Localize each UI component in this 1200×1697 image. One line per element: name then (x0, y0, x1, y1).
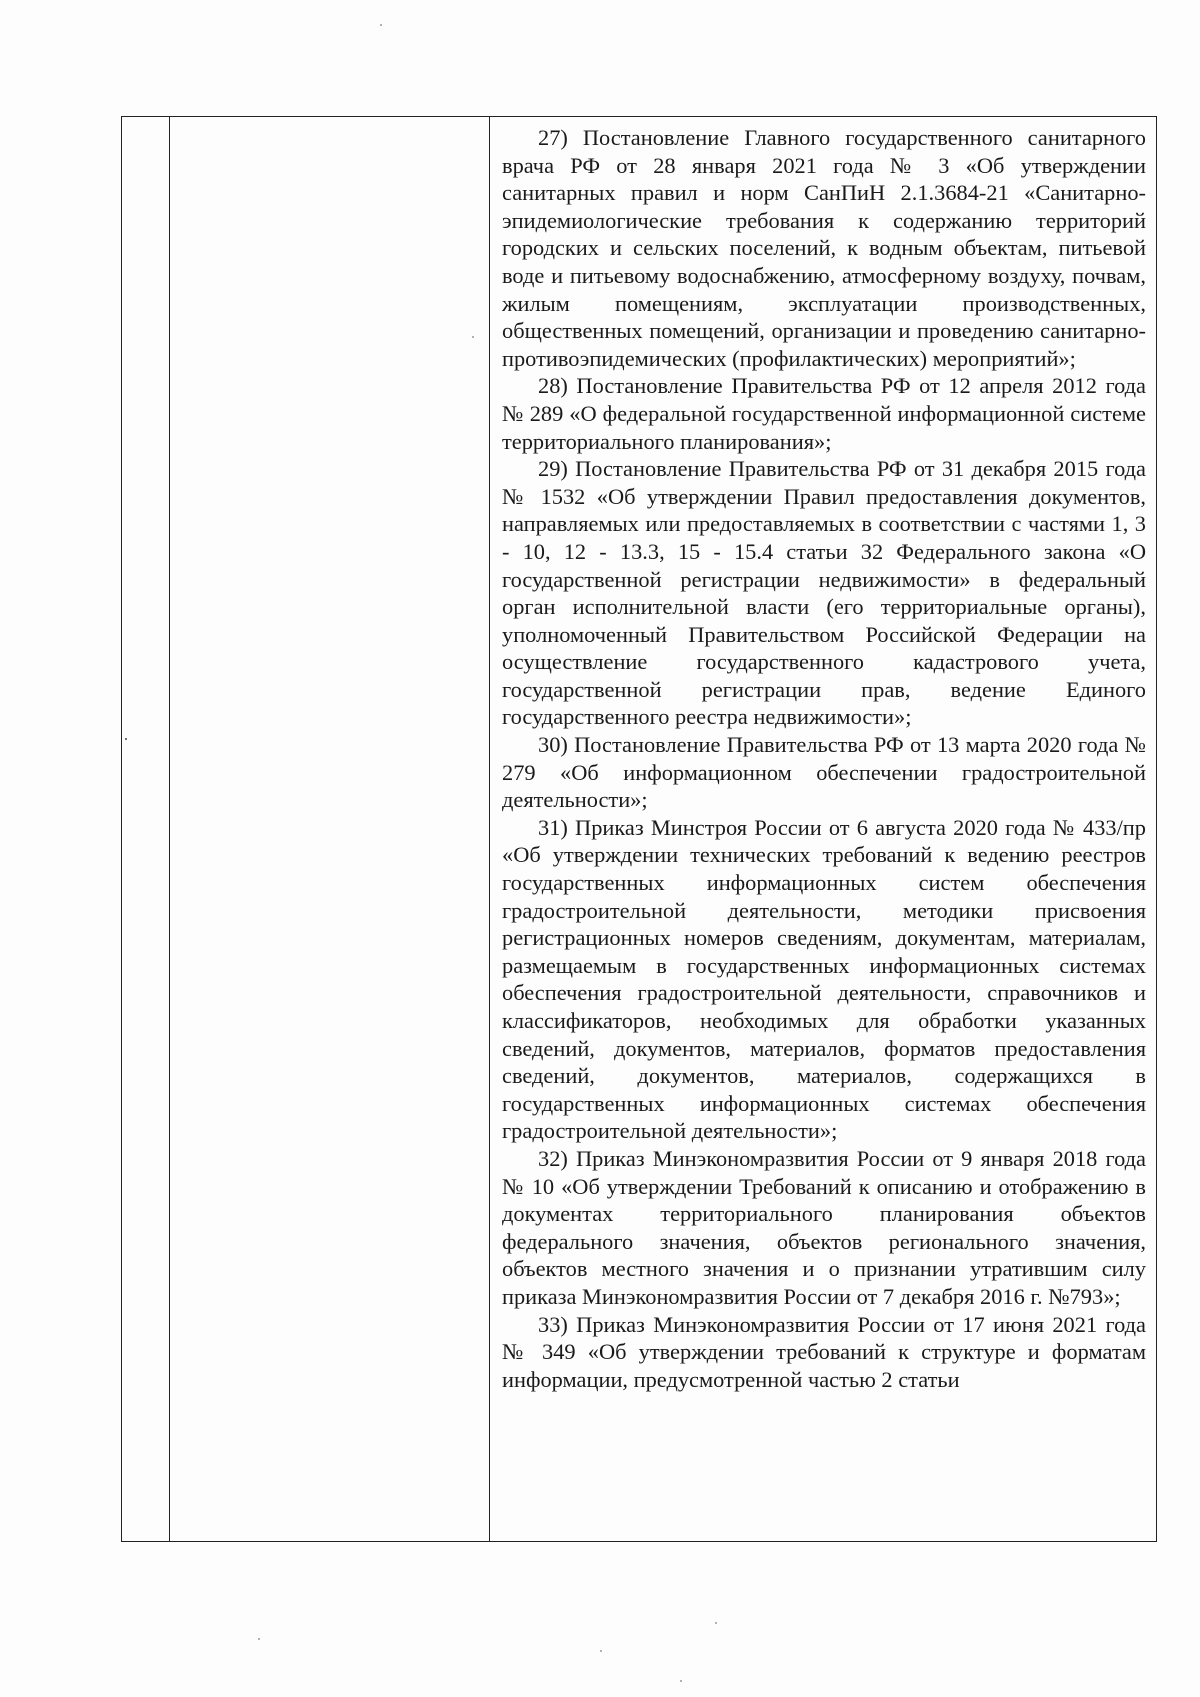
scan-speck (258, 1638, 260, 1640)
scan-mark (125, 738, 127, 740)
regulations-table (121, 116, 1157, 1542)
scan-speck (715, 1622, 717, 1624)
list-item: 32) Приказ Минэкономразвития России от 9 января 2018 года № 10 «Об утверждении Требований к описанию и отображению в документах территориального планирования объектов федерального значения, объектов регионального значения, объектов местного значения и о признании утратившим силу приказа Минэкономразвития России от 7 декабря 2016 г. №793»; (502, 1145, 1146, 1309)
scan-speck (380, 24, 382, 26)
table-row (122, 117, 1157, 1542)
scan-speck (600, 1650, 602, 1652)
list-item: 29) Постановление Правительства РФ от 31 декабря 2015 года № 1532 «Об утверждении Правил предоставления документов, направляемых или предоставляемых в соответствии с частями 1, 3 - 10, 12 - 13.3, 15 - 15.4 статьи 32 Федерального закона «О государственной регистрации недвижимости» в федеральный орган исполнительной власти (его территориальные органы), уполномоченный Правительством Российской Федерации на осуществление государственного кадастрового учета, государственной регистрации прав, ведение Единого государственного реестра недвижимости»; (502, 456, 1146, 730)
name-cell (170, 117, 490, 1542)
list-item: 28) Постановление Правительства РФ от 12 апреля 2012 года № 289 «О федеральной государственной информационной системе территориального планирования»; (502, 373, 1146, 454)
scan-speck (472, 336, 474, 338)
scan-speck (680, 1680, 682, 1682)
list-item: 33) Приказ Минэкономразвития России от 17 июня 2021 года № 349 «Об утверждении требований к структуре и форматам информации, предусмотренной частью 2 статьи (502, 1311, 1146, 1392)
list-item: 27) Постановление Главного государственного санитарного врача РФ от 28 января 2021 года № 3 «Об утверждении санитарных правил и норм СанПиН 2.1.3684-21 «Санитарно-эпидемиологические требования к содержанию территорий городских и сельских поселений, к водным объектам, питьевой воде и питьевому водоснабжению, атмосферному воздуху, почвам, жилым помещениям, эксплуатации производственных, общественных помещений, организации и проведению санитарно-противоэпидемических (профилактических) мероприятий»; (502, 125, 1146, 371)
list-item: 30) Постановление Правительства РФ от 13 марта 2020 года № 279 «Об информационном обеспечении градостроительной деятельности»; (502, 732, 1146, 813)
list-item: 31) Приказ Минстроя России от 6 августа 2020 года № 433/пр «Об утверждении технических требований к ведению реестров государственных информационных систем обеспечения градостроительной деятельности, методики присвоения регистрационных номеров сведениям, документам, материалам, размещаемым в государственных информационных системах обеспечения градостроительной деятельности, справочников и классификаторов, необходимых для обработки указанных сведений, документов, материалов, форматов предоставления сведений, документов, материалов, содержащихся в государственных информационных системах обеспечения градостроительной деятельности»; (502, 814, 1146, 1144)
content-cell (490, 117, 1157, 1542)
number-cell (122, 117, 170, 1542)
